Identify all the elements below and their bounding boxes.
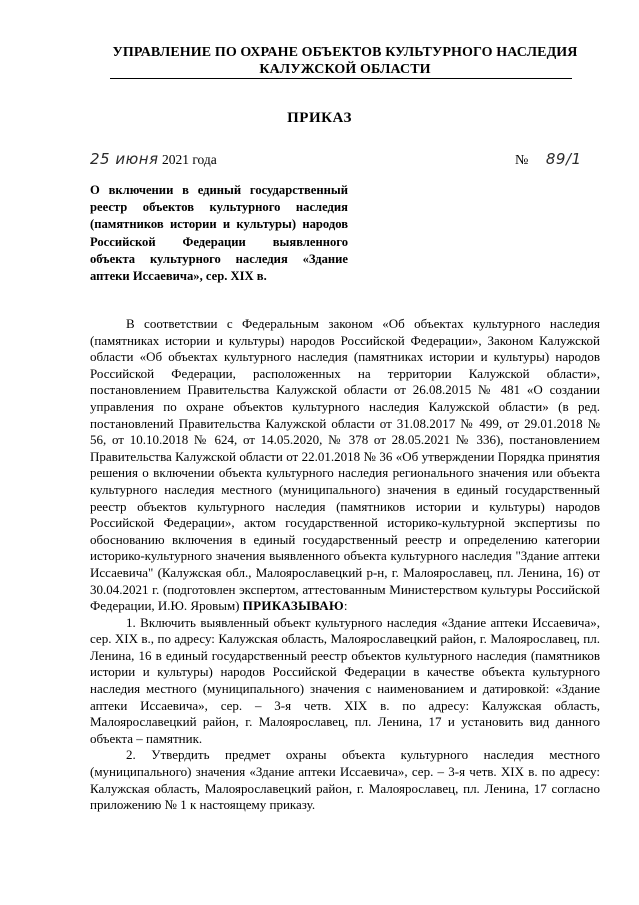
agency-name-line1: УПРАВЛЕНИЕ ПО ОХРАНЕ ОБЪЕКТОВ КУЛЬТУРНОГО НАСЛЕДИЯ [112, 45, 578, 60]
preamble-text: В соответствии с Федеральным законом «Об объектах культурного наследия (памятниках истории и культуры) народов Российской Федерации», Законом Калужской области «Об объектах культурного наследия (памятниках истории и культуры) народов Российской Федерации, расположенных на территории Калужской области», постановлением Правительства Калужской области от 26.08.2015 № 481 «О создании управления по охране объектов культурного наследия Калужской области» (в ред. постановлений Правительства Калужской области от 31.08.2017 № 499, от 29.01.2018 № 56, от 10.10.2018 № 624, от 14.05.2020, № 378 от 28.05.2021 № 336), постановлением Правительства Калужской области от 22.01.2018 № 36 «Об утверждении Порядка принятия решения о включении объекта культурного наследия регионального значения или объекта культурного наследия местного (муниципального) значения в единый государственный реестр объектов культурного наследия (памятников истории и культуры) народов Российской Федерации», актом государственной историко-культурной экспертизы по обоснованию включения в единый государственный реестр и определению категории историко-культурного значения выявленного объекта культурного наследия "Здание аптеки Иссаевича" (Калужская обл., Малоярославецкий р-н, г. Малоярославец, пл. Ленина, 16) от 30.04.2021 г. (подготовлен экспертом, аттестованным Министерством культуры Российской Федерации, И.Ю. Яровым) [90, 316, 600, 614]
date-year: 2021 года [161, 152, 217, 167]
order-number [515, 150, 582, 169]
document-type-title: ПРИКАЗ [287, 110, 352, 126]
order-item-2: 2. Утвердить предмет охраны объекта культурного наследия местного (муниципального) значения «Здание аптеки Иссаевича», сер. – 3-я четв. XIX в. по адресу: Калужская область, Малоярославецкий район, г. Малоярославец, пл. Ленина, 17 согласно приложению № 1 к настоящему приказу. [90, 747, 600, 813]
order-subject: О включении в единый государственный реестр объектов культурного наследия (памятников истории и культуры) народов Российской Федерации выявленного объекта культурного наследия «Здание аптеки Иссаевича», сер. XIX в. [90, 183, 348, 284]
header-underline [110, 78, 572, 79]
decree-colon: : [343, 598, 348, 614]
handwritten-date: 25 июня [90, 150, 159, 168]
order-item-1: 1. Включить выявленный объект культурного наследия «Здание аптеки Иссаевича», сер. XIX в., по адресу: Калужская область, Малоярославецкий район, г. Малоярославец, пл. Ленина, 16 в единый государственный реестр объектов культурного наследия (памятников истории и культуры) народов Российской Федерации в качестве объекта культурного наследия местного (муниципального) значения с наименованием и датировкой: «Здание аптеки Иссаевича», сер. – 3-я четв. XIX в. по адресу: Калужская область, Малоярославецкий район, г. Малоярославец, пл. Ленина, 17 и установить вид данного объекта – памятник. [90, 614, 600, 746]
order-body [90, 316, 600, 814]
order-date [90, 150, 217, 168]
handwritten-number: 89/1 [545, 150, 582, 168]
agency-name [80, 44, 610, 78]
preamble-paragraph [90, 316, 600, 615]
agency-name-line2: КАЛУЖСКОЙ ОБЛАСТИ [259, 62, 431, 77]
number-sign: № [515, 153, 529, 168]
decree-word: ПРИКАЗЫВАЮ [242, 598, 344, 614]
